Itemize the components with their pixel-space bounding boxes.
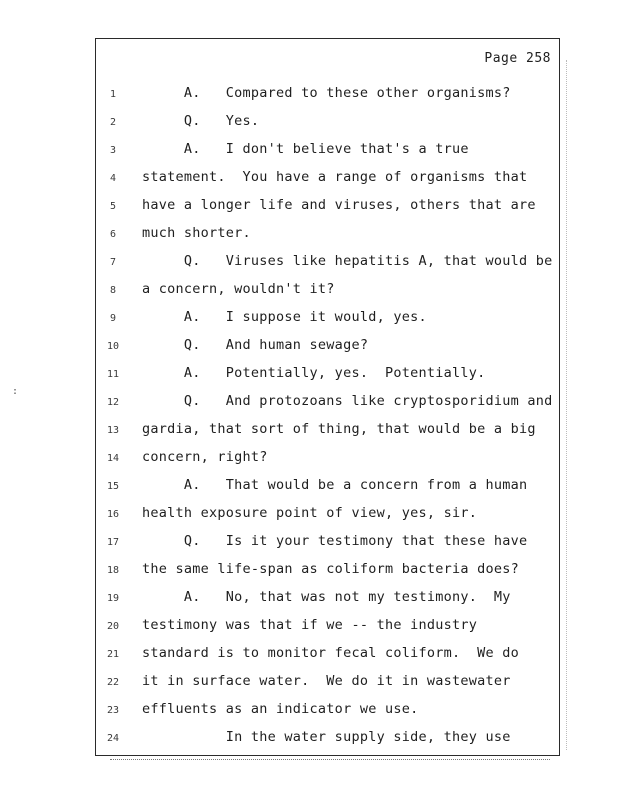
- line-text: A. That would be a concern from a human: [142, 477, 528, 493]
- line-text: testimony was that if we -- the industry: [142, 617, 478, 633]
- line-number: 24: [106, 733, 120, 744]
- transcript-line: [96, 309, 559, 335]
- line-number: 19: [106, 593, 120, 604]
- line-text: have a longer life and viruses, others that are: [142, 197, 536, 213]
- transcript-line: [96, 729, 559, 755]
- transcript-line: [96, 85, 559, 111]
- transcript-line: [96, 477, 559, 503]
- line-number: 7: [109, 257, 117, 268]
- line-text: standard is to monitor fecal coliform. We do: [142, 645, 519, 661]
- line-number: 20: [106, 621, 120, 632]
- transcript-line: [96, 393, 559, 419]
- line-text: Q. Viruses like hepatitis A, that would be: [142, 253, 553, 269]
- transcript-line: [96, 337, 559, 363]
- transcript-line: [96, 113, 559, 139]
- line-text: the same life-span as coliform bacteria does?: [142, 561, 519, 577]
- transcript-line: [96, 253, 559, 279]
- transcript-line: [96, 197, 559, 223]
- transcript-line: [96, 561, 559, 587]
- line-text: A. I suppose it would, yes.: [142, 309, 427, 325]
- transcript-line: [96, 449, 559, 475]
- line-text: it in surface water. We do it in wastewater: [142, 673, 511, 689]
- line-number: 8: [109, 285, 117, 296]
- footer-rule: [110, 759, 550, 760]
- transcript-line: [96, 645, 559, 671]
- line-number: 3: [109, 145, 117, 156]
- line-number: 18: [106, 565, 120, 576]
- line-number: 13: [106, 425, 120, 436]
- transcript-page: [95, 38, 560, 756]
- line-text: a concern, wouldn't it?: [142, 281, 335, 297]
- transcript-line: [96, 225, 559, 251]
- transcript-line: [96, 533, 559, 559]
- line-number: 23: [106, 705, 120, 716]
- transcript-line: [96, 505, 559, 531]
- line-number: 5: [109, 201, 117, 212]
- line-text: A. Compared to these other organisms?: [142, 85, 511, 101]
- line-text: effluents as an indicator we use.: [142, 701, 419, 717]
- line-number: 16: [106, 509, 120, 520]
- scan-edge-line: [566, 60, 567, 750]
- page-number: Page 258: [484, 51, 551, 66]
- line-number: 1: [109, 89, 117, 100]
- line-text: A. No, that was not my testimony. My: [142, 589, 511, 605]
- transcript-line: [96, 169, 559, 195]
- line-text: Q. And protozoans like cryptosporidium and: [142, 393, 553, 409]
- line-number: 10: [106, 341, 120, 352]
- transcript-line: [96, 281, 559, 307]
- line-text: much shorter.: [142, 225, 251, 241]
- line-text: A. Potentially, yes. Potentially.: [142, 365, 486, 381]
- line-number: 12: [106, 397, 120, 408]
- transcript-line: [96, 365, 559, 391]
- line-text: In the water supply side, they use: [142, 729, 511, 745]
- line-number: 4: [109, 173, 117, 184]
- line-text: health exposure point of view, yes, sir.: [142, 505, 478, 521]
- line-number: 14: [106, 453, 120, 464]
- line-number: 9: [109, 313, 117, 324]
- line-text: A. I don't believe that's a true: [142, 141, 469, 157]
- line-text: Q. Is it your testimony that these have: [142, 533, 528, 549]
- transcript-line: [96, 589, 559, 615]
- transcript-line: [96, 701, 559, 727]
- transcript-line: [96, 141, 559, 167]
- line-number: 21: [106, 649, 120, 660]
- line-number: 22: [106, 677, 120, 688]
- line-text: gardia, that sort of thing, that would be a big: [142, 421, 536, 437]
- line-number: 2: [109, 117, 117, 128]
- transcript-line: [96, 617, 559, 643]
- transcript-line: [96, 673, 559, 699]
- line-text: Q. And human sewage?: [142, 337, 369, 353]
- line-number: 15: [106, 481, 120, 492]
- line-number: 17: [106, 537, 120, 548]
- line-text: statement. You have a range of organisms that: [142, 169, 528, 185]
- margin-mark: :: [12, 386, 19, 397]
- line-number: 11: [106, 369, 120, 380]
- line-text: Q. Yes.: [142, 113, 260, 129]
- line-text: concern, right?: [142, 449, 268, 465]
- line-number: 6: [109, 229, 117, 240]
- transcript-line: [96, 421, 559, 447]
